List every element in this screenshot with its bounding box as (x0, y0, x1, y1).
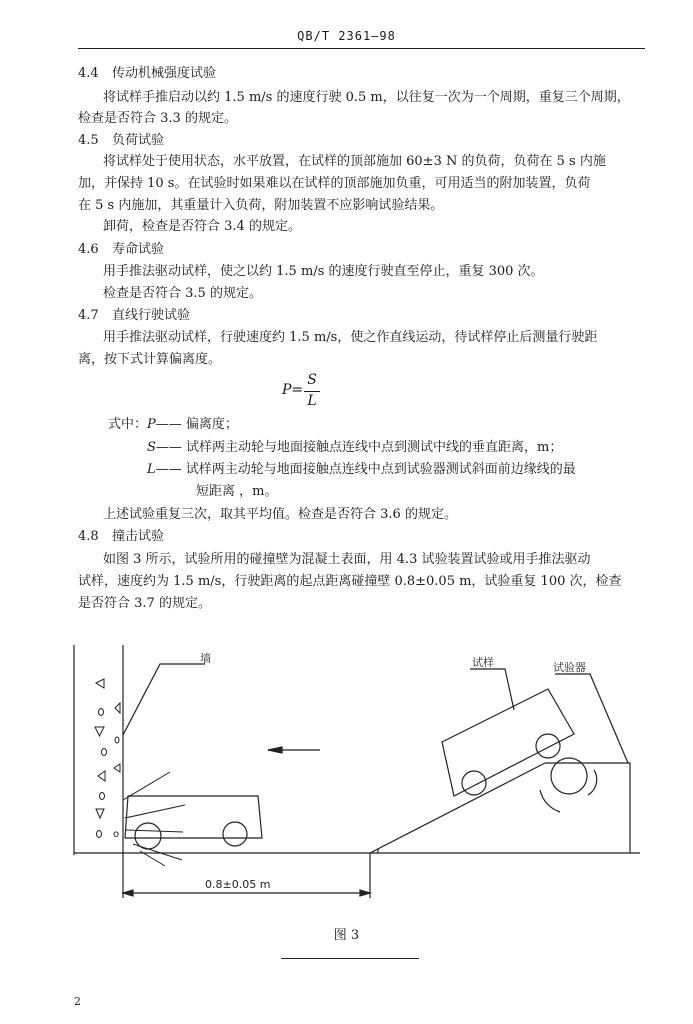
paragraph-line: 离，按下式计算偏离度。 (78, 352, 222, 367)
footer-rule (281, 958, 419, 959)
label-wall: 墙 (200, 652, 211, 665)
paragraph-line: 检查是否符合 3.3 的规定。 (78, 111, 237, 126)
section-number: 4.6 (78, 242, 99, 257)
label-tester: 试验器 (553, 661, 586, 674)
dim-arrow-left (123, 890, 133, 896)
impact-lines (123, 772, 185, 866)
symbol-p: P (147, 417, 156, 432)
label-sample: 试样 (472, 656, 494, 669)
section-number: 4.7 (78, 308, 99, 323)
section-title: 撞击试验 (112, 529, 165, 544)
paragraph-line: 检查是否符合 3.5 的规定。 (103, 286, 262, 301)
paragraph-line: 在 5 s 内施加，其重量计入负荷，附加装置不应影响试验结果。 (78, 198, 444, 213)
figure-caption: 图 3 (333, 928, 360, 943)
page-header: QB/T 2361—98 (297, 29, 396, 43)
symbol-s-desc: —— 试样两主动轮与地面接触点连线中点到测试中线的垂直距离，m； (155, 440, 563, 455)
symbol-l-desc: —— 试样两主动轮与地面接触点连线中点到试验器测试斜面前边缘线的最 (155, 462, 576, 477)
ramp-car-front-wheel (536, 734, 560, 758)
paragraph-line: 是否符合 3.7 的规定。 (78, 596, 211, 611)
paragraph-line: 如图 3 所示，试验所用的碰撞壁为混凝土表面，用 4.3 试验装置试验或用手推法驱动 (103, 552, 591, 567)
page-number: 2 (74, 995, 81, 1008)
ramp-slope (370, 763, 545, 853)
where-l-line-cont: 短距离 ，m。 (196, 484, 278, 499)
paragraph-line: 卸荷，检查是否符合 3.4 的规定。 (103, 219, 301, 234)
paragraph-line: 用手推法驱动试样，行驶速度约 1.5 m/s，使之作直线运动，待试样停止后测量行驶距 (103, 330, 598, 345)
symbol-l: L (147, 462, 156, 477)
sample-leader-line (470, 669, 514, 710)
car-on-ramp (442, 689, 574, 796)
wall-leader-line (123, 664, 205, 735)
section-title: 寿命试验 (112, 242, 165, 257)
car-at-wall (125, 796, 262, 849)
concrete-texture (95, 679, 120, 838)
formula-denominator: L (307, 393, 317, 409)
where-intro: 式中： (108, 417, 148, 432)
section-title: 传动机械强度试验 (112, 66, 217, 81)
symbol-s: S (147, 440, 156, 455)
dimension-label: 0.8±0.05 m (205, 878, 271, 891)
symbol-p-desc: —— 偏离度； (155, 417, 238, 432)
paragraph-line: 上述试验重复三次，取其平均值。检查是否符合 3.6 的规定。 (103, 507, 457, 522)
paragraph-line: 用手推法驱动试样，使之以约 1.5 m/s 的速度行驶直至停止，重复 300 次。 (103, 264, 544, 279)
formula-numerator: S (307, 372, 317, 388)
paragraph-line: 试样，速度约为 1.5 m/s，行驶距离的起点距离碰撞壁 0.8±0.05 m，试验重复 100 次，检查 (78, 574, 622, 589)
paragraph-line: 将试样手推启动以约 1.5 m/s 的速度行驶 0.5 m，以往复一次为一个周期，重复三个周期， (103, 90, 630, 105)
car-front-wheel (135, 823, 161, 849)
tester-leader-line (555, 674, 628, 763)
wall-mark-o: o (113, 829, 120, 840)
section-title: 直线行驶试验 (112, 308, 191, 323)
section-title: 负荷试验 (112, 133, 165, 148)
roller-motion-arc-2 (588, 770, 597, 795)
dim-arrow-right (360, 890, 370, 896)
section-number: 4.5 (78, 133, 99, 148)
roller-motion-arc (540, 790, 560, 812)
paragraph-line: 加，并保持 10 s。在试验时如果难以在试样的顶部施加负重，可用适当的附加装置，负荷 (78, 176, 591, 191)
car-rear-wheel (223, 822, 247, 846)
formula-lhs: P= (282, 382, 304, 398)
direction-arrow-head (268, 747, 282, 753)
section-number: 4.4 (78, 66, 99, 81)
paragraph-line: 将试样处于使用状态，水平放置，在试样的顶部施加 60±3 N 的负荷，负荷在 5 s 内施 (103, 154, 606, 169)
section-number: 4.8 (78, 529, 99, 544)
ramp-car-rear-wheel (462, 771, 486, 795)
